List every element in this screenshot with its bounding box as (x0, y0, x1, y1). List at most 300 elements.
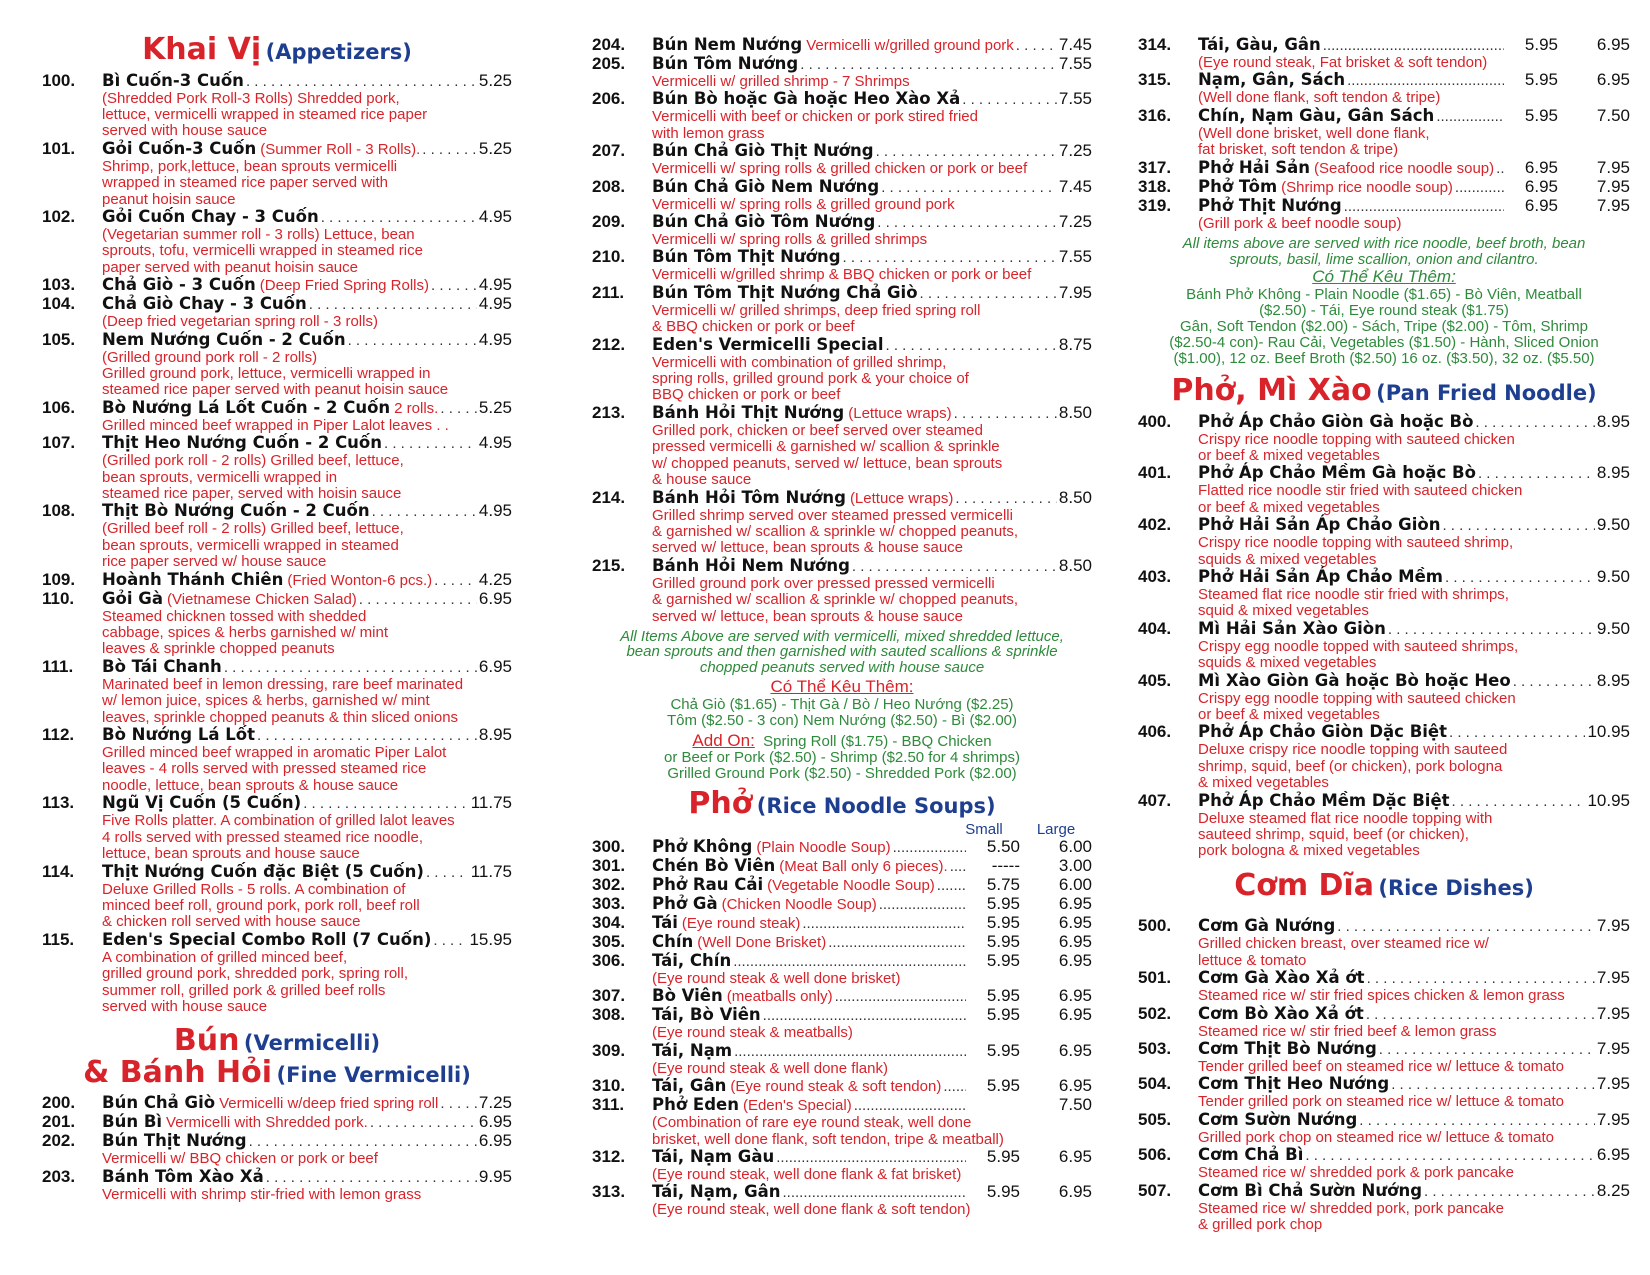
dot-leader (370, 1114, 477, 1132)
item-price-small: 6.95 (1524, 195, 1558, 215)
item-price-large: 6.00 (1058, 836, 1092, 856)
menu-item-row (592, 895, 1092, 914)
item-description: Tender grilled pork on steamed rice w/ lettuce & tomato (1198, 1093, 1565, 1111)
item-description: Grilled pork, chicken or beef served over steamed (652, 421, 983, 439)
item-price-large: 6.95 (1058, 912, 1092, 932)
menu-item-row (42, 72, 512, 91)
item-price: 7.95 (1596, 1038, 1630, 1058)
item-name: Tái, Nạm Gàu (652, 1146, 775, 1166)
menu-item (1138, 1075, 1630, 1110)
item-description: Crispy rice noodle topping with sauteed chicken (1198, 430, 1515, 448)
dot-leader (937, 877, 966, 895)
item-price-small: 6.95 (1524, 176, 1558, 196)
item-description: (Deep fried vegetarian spring roll - 3 rolls) (102, 313, 378, 331)
menu-item-row (592, 1006, 1092, 1025)
menu-item-row (1138, 159, 1630, 178)
menu-item-row (592, 838, 1092, 857)
pan-fried-heading (1138, 375, 1630, 407)
item-number: 311. (592, 1095, 625, 1115)
pho-note (1138, 236, 1630, 267)
item-number: 308. (592, 1005, 626, 1025)
item-name: Tái, Chín (652, 950, 732, 970)
dot-leader (249, 1133, 477, 1151)
item-description: fat brisket, soft tendon & tripe) (1198, 141, 1399, 159)
item-description: Crispy rice noodle topping with sauteed shrimp, (1198, 534, 1514, 552)
item-subtitle: (Deep Fried Spring Rolls) (259, 277, 430, 295)
rice-dishes-list (1138, 917, 1630, 1233)
menu-item (592, 952, 1092, 987)
item-price: 8.95 (478, 725, 512, 745)
menu-item-row (592, 952, 1092, 971)
item-price: 9.50 (1596, 566, 1630, 586)
dot-leader (426, 864, 469, 882)
menu-item (592, 933, 1092, 952)
item-description: pork bologna & mixed vegetables (1198, 842, 1420, 860)
extra-line: ($2.50) - Tái, Eye round steak ($1.75) (1259, 302, 1509, 320)
menu-item-row (42, 276, 512, 295)
item-description: spring rolls, grilled ground pork & your choice of (652, 370, 969, 388)
item-name: Bún Tôm Thịt Nướng (652, 247, 841, 267)
item-description: & mixed vegetables (1198, 774, 1329, 792)
pho-list (592, 838, 1092, 1219)
menu-item (1138, 568, 1630, 620)
dot-leader (1445, 569, 1595, 587)
item-price-large: 6.95 (1058, 893, 1092, 913)
menu-item-row (1138, 792, 1630, 811)
item-name: Mì Xào Giòn Gà hoặc Bò hoặc Heo (1198, 670, 1511, 690)
menu-item-row (42, 331, 512, 350)
menu-item-row (1138, 36, 1630, 55)
menu-item (42, 140, 512, 208)
add-on-line: or Beef or Pork ($2.50) - Shrimp ($2.50 for 4 shrimps) (664, 749, 1020, 767)
item-price-large: 7.50 (1596, 105, 1630, 125)
item-name: Cơm Thịt Bò Nướng (1198, 1038, 1377, 1058)
dot-leader (943, 1078, 966, 1096)
item-price-large: 6.95 (1058, 1146, 1092, 1166)
menu-item-row (592, 557, 1092, 576)
item-name: Phở Áp Chảo Mềm Dặc Biệt (1198, 790, 1450, 810)
dot-leader (431, 277, 477, 295)
item-description: squids & mixed vegetables (1198, 654, 1377, 672)
item-number: 114. (42, 861, 75, 881)
menu-item (592, 1183, 1092, 1218)
item-number: 212. (592, 334, 626, 354)
item-price: 7.95 (1596, 1109, 1630, 1129)
item-name: Bánh Hỏi Tôm Nướng (652, 487, 846, 507)
dot-leader (955, 490, 1057, 508)
item-price: 7.45 (1058, 176, 1092, 196)
menu-item-row (592, 90, 1092, 109)
menu-item (1138, 413, 1630, 465)
item-number: 207. (592, 141, 626, 161)
item-description: 4 rolls served with pressed steamed rice noodle, (102, 828, 423, 846)
item-name: Phở Hải Sản Áp Chảo Mềm (1198, 566, 1443, 586)
section-title-vn: Khai Vị (142, 32, 262, 67)
item-description: Steamed flat rice noodle stir fried with shrimps, (1198, 585, 1509, 603)
item-description: (Grilled beef roll - 2 rolls) Grilled beef, lettuce, (102, 520, 404, 538)
item-number: 211. (592, 282, 625, 302)
item-description: Vermicelli w/ spring rolls & grilled ground pork (652, 195, 955, 213)
menu-item (1138, 1040, 1630, 1075)
item-description: served with house sauce (102, 997, 268, 1015)
menu-item (592, 557, 1092, 625)
item-description: noodle, lettuce, bean sprouts & house sauce (102, 776, 399, 794)
menu-item (592, 248, 1092, 283)
item-price-large: 6.95 (1058, 986, 1092, 1006)
menu-item (592, 178, 1092, 213)
item-number: 100. (42, 70, 76, 90)
item-number: 313. (592, 1182, 626, 1202)
menu-item-row (1138, 672, 1630, 691)
item-name: Cơm Chả Bì (1198, 1145, 1304, 1165)
dot-leader (1366, 1006, 1595, 1024)
item-price-large: 6.95 (1058, 1005, 1092, 1025)
item-description: Steamed rice w/ stir fried spices chicken & lemon grass (1198, 987, 1565, 1005)
menu-item (592, 876, 1092, 895)
item-number: 402. (1138, 515, 1172, 535)
item-description: Vermicelli w/ spring rolls & grilled chicken or pork or beef (652, 160, 1028, 178)
dot-leader (440, 400, 477, 418)
item-price: 9.50 (1596, 618, 1630, 638)
item-description: w/ chopped peanuts, served w/ lettuce, bean sprouts (652, 454, 1003, 472)
appetizers-heading (42, 34, 512, 66)
item-price: 10.95 (1587, 790, 1630, 810)
dot-leader (763, 1007, 966, 1025)
dot-leader (835, 988, 966, 1006)
item-description: squids & mixed vegetables (1198, 550, 1377, 568)
dot-leader (876, 143, 1057, 161)
item-description: Vermicelli w/ grilled shrimps, deep fried spring roll (652, 301, 981, 319)
menu-item (42, 1132, 512, 1167)
item-price: 9.95 (478, 1166, 512, 1186)
menu-item-row (592, 213, 1092, 232)
item-description: Deluxe Grilled Rolls - 5 rolls. A combination of (102, 880, 406, 898)
item-price-large: 7.95 (1596, 157, 1630, 177)
dot-leader (372, 503, 477, 521)
section-title-vn: Bún (173, 1023, 240, 1059)
menu-item (1138, 723, 1630, 791)
menu-item (42, 295, 512, 330)
add-on-title: Add On: (692, 731, 755, 751)
item-description: Deluxe steamed flat rice noodle topping with (1198, 809, 1493, 827)
menu-item-row (1138, 516, 1630, 535)
item-price: 7.95 (1596, 1074, 1630, 1094)
item-subtitle: (Eye round steak & soft tendon) (730, 1078, 942, 1096)
item-description: steamed rice paper served with peanut hoisin sauce (102, 381, 449, 399)
menu-item-row (592, 987, 1092, 1006)
add-on-line: Spring Roll ($1.75) - BBQ Chicken (763, 733, 992, 751)
item-description: & BBQ chicken or pork or beef (652, 318, 855, 336)
item-description: Vermicelli w/ grilled shrimp - 7 Shrimps (652, 73, 910, 90)
menu-item-row (1138, 568, 1630, 587)
menu-item-row (592, 1096, 1092, 1115)
item-description: wrapped in steamed rice paper served with (102, 174, 388, 192)
item-subtitle: Vermicelli w/deep fried spring roll (219, 1095, 439, 1113)
item-number: 113. (42, 793, 75, 813)
item-name: Chín, Nạm Gàu, Gân Sách (1198, 105, 1435, 125)
menu-item-row (42, 295, 512, 314)
item-price: 7.45 (1058, 35, 1092, 54)
item-subtitle: (Fried Wonton-6 pcs.) (287, 571, 433, 589)
menu-item-row (42, 434, 512, 453)
item-number: 400. (1138, 411, 1172, 431)
menu-item (592, 36, 1092, 55)
item-price: 6.95 (1596, 1145, 1630, 1165)
menu-item-row (42, 208, 512, 227)
item-description: or beef & mixed vegetables (1198, 706, 1380, 723)
menu-item (42, 794, 512, 862)
item-number: 406. (1138, 722, 1172, 742)
menu-item (42, 1113, 512, 1132)
item-number: 302. (592, 874, 626, 894)
item-description: leaves, sprinkle chopped peanuts & thin sliced onions (102, 708, 459, 726)
dot-leader (1359, 1112, 1595, 1130)
menu-item (1138, 464, 1630, 516)
item-description: Vermicelli with beef or chicken or pork stired fried (652, 108, 978, 126)
menu-item-row (1138, 178, 1630, 197)
item-number: 110. (42, 588, 75, 608)
item-subtitle: (Well Done Brisket) (697, 933, 827, 951)
item-name: Bò Viên (652, 986, 723, 1006)
dot-leader (1379, 1041, 1595, 1059)
item-price-small: 5.95 (1524, 105, 1558, 125)
item-name: Phở Hải Sản (1198, 157, 1311, 177)
item-description: (Eye round steak & meatballs) (652, 1024, 853, 1042)
item-price-small: 5.75 (986, 874, 1020, 894)
dot-leader (1513, 673, 1595, 691)
item-price-small: 5.95 (986, 1146, 1020, 1166)
item-price: 8.50 (1058, 402, 1092, 422)
item-description: & garnished w/ scallion & sprinkle w/ chopped peanuts, (652, 591, 1019, 609)
item-description: Vermicelli w/ BBQ chicken or pork or beef (102, 1150, 378, 1168)
item-description: cabbage, spices & herbs garnished w/ mint (102, 624, 388, 642)
item-number: 319. (1138, 195, 1172, 215)
menu-item-row (592, 1042, 1092, 1061)
item-name: Bún Chả Giò Nem Nướng (652, 176, 880, 196)
item-number: 109. (42, 569, 76, 589)
item-name: Bò Nướng Lá Lốt Cuốn - 2 Cuốn (102, 397, 391, 417)
dot-leader (854, 1097, 966, 1115)
item-number: 106. (42, 397, 76, 417)
dot-leader (434, 572, 477, 590)
item-description: Vermicelli with shrimp stir-fried with lemon grass (102, 1185, 422, 1203)
dot-leader (852, 558, 1057, 576)
item-number: 107. (42, 433, 76, 453)
menu-item (1138, 159, 1630, 178)
item-name: Tái, Gân (652, 1076, 727, 1096)
menu-item (42, 590, 512, 658)
item-description: (Combination of rare eye round steak, well done (652, 1114, 972, 1132)
item-description: lettuce & tomato (1198, 951, 1307, 969)
vermicelli-heading (42, 1025, 512, 1088)
item-price-large: 6.95 (1058, 1040, 1092, 1060)
dot-leader (877, 214, 1057, 232)
menu-item (42, 72, 512, 140)
item-name: Cơm Gà Xào Xả ớt (1198, 968, 1365, 988)
item-name: Chả Giò Chay - 3 Cuốn (102, 294, 307, 314)
section-title-vn: Cơm Dĩa (1234, 867, 1374, 903)
item-price-small: 5.95 (986, 931, 1020, 951)
appetizers-list (42, 72, 512, 1016)
item-price-small: 5.95 (986, 1076, 1020, 1096)
item-price-small: 5.95 (986, 912, 1020, 932)
item-name: Phở Eden (652, 1095, 739, 1115)
item-price: 4.95 (478, 275, 512, 295)
item-name: Nạm, Gân, Sách (1198, 70, 1346, 90)
item-price: 4.25 (478, 569, 512, 589)
menu-item (592, 1096, 1092, 1148)
item-price: 7.55 (1058, 54, 1092, 73)
menu-item-row (592, 142, 1092, 161)
item-number: 505. (1138, 1109, 1172, 1129)
item-name: Cơm Bò Xào Xả ớt (1198, 1003, 1364, 1023)
menu-item (592, 1006, 1092, 1041)
item-price-small: 6.95 (1524, 157, 1558, 177)
item-description: (Eye round steak, Fat brisket & soft tendon) (1198, 54, 1488, 71)
item-subtitle: Vermicelli w/grilled ground pork (806, 37, 1014, 54)
menu-item (592, 1042, 1092, 1077)
item-price: 7.95 (1058, 282, 1092, 302)
dot-leader (348, 332, 477, 350)
menu-item (592, 90, 1092, 142)
menu-item (1138, 969, 1630, 1004)
item-name: Chả Giò - 3 Cuốn (102, 275, 256, 295)
item-name: Phở Thịt Nướng (1198, 195, 1342, 215)
item-name: Eden's Special Combo Roll (7 Cuốn) (102, 929, 432, 949)
item-description: (Eye round steak & well done flank) (652, 1059, 888, 1077)
menu-column-1 (42, 28, 512, 1203)
menu-item (592, 1148, 1092, 1183)
item-name: Cơm Sườn Nướng (1198, 1109, 1358, 1129)
dot-leader (440, 1095, 477, 1113)
item-price-small: ----- (991, 855, 1020, 875)
item-description: & grilled pork chop (1198, 1216, 1323, 1233)
item-subtitle: (Seafood rice noodle soup) (1314, 159, 1495, 177)
large-header: Large (1036, 820, 1076, 838)
dot-leader (734, 1043, 966, 1061)
menu-item-row (1138, 723, 1630, 742)
item-description: with lemon grass (652, 124, 765, 142)
item-price: 11.75 (470, 793, 512, 813)
item-description: Vermicelli w/ spring rolls & grilled shrimps (652, 231, 928, 249)
item-description: leaves & sprinkle chopped peanuts (102, 640, 335, 658)
item-number: 204. (592, 35, 626, 54)
item-number: 215. (592, 555, 626, 575)
item-subtitle: (Vietnamese Chicken Salad) (166, 590, 357, 608)
menu-item (592, 1077, 1092, 1096)
item-price: 7.25 (478, 1093, 512, 1113)
item-description: Tender grilled beef on steamed rice w/ lettuce & tomato (1198, 1057, 1565, 1075)
item-number: 507. (1138, 1180, 1172, 1200)
menu-item (592, 55, 1092, 90)
dot-leader (309, 296, 477, 314)
item-number: 404. (1138, 618, 1172, 638)
item-description: Crispy egg noodle topped with sauteed shrimps, (1198, 637, 1519, 655)
item-description: & garnished w/ scallion & sprinkle w/ chopped peanuts, (652, 522, 1019, 540)
menu-item (592, 213, 1092, 248)
menu-item (592, 987, 1092, 1006)
dot-leader (1344, 198, 1504, 216)
item-number: 101. (42, 138, 76, 158)
item-price-small: 5.95 (1524, 70, 1558, 90)
menu-item (592, 404, 1092, 489)
item-description: (Shredded Pork Roll-3 Rolls) Shredded pork, (102, 89, 400, 107)
pan-fried-list (1138, 413, 1630, 860)
menu-item-row (1138, 1111, 1630, 1130)
item-name: Bún Chả Giò Thịt Nướng (652, 141, 874, 161)
item-price: 6.95 (478, 1131, 512, 1151)
item-price: 7.25 (1058, 141, 1092, 161)
item-price: 7.55 (1058, 247, 1092, 267)
size-header (592, 822, 1092, 838)
item-subtitle: Vermicelli with Shredded pork. (166, 1114, 368, 1132)
item-description: Grilled pork chop on steamed rice w/ lettuce & tomato (1198, 1128, 1555, 1146)
item-subtitle: (Eye round steak) (681, 914, 801, 932)
item-price-small: 5.95 (986, 950, 1020, 970)
item-number: 300. (592, 836, 626, 856)
item-number: 314. (1138, 35, 1172, 54)
extra-line: Gân, Soft Tendon ($2.00) - Sách, Tripe ($2.00) - Tôm, Shrimp (1180, 318, 1588, 336)
item-description: Grilled chicken breast, over steamed rice w/ (1198, 935, 1489, 953)
menu-item (42, 863, 512, 931)
item-number: 111. (42, 656, 74, 676)
item-description: Grilled ground pork, lettuce, vermicelli wrapped in (102, 364, 431, 382)
item-number: 504. (1138, 1074, 1172, 1094)
menu-item (1138, 107, 1630, 159)
item-name: Phở Áp Chảo Giòn Gà hoặc Bò (1198, 411, 1474, 431)
item-name: Ngũ Vị Cuốn (5 Cuốn) (102, 793, 302, 813)
item-description: Grilled shrimp served over steamed pressed vermicelli (652, 506, 1013, 524)
dot-leader (881, 179, 1057, 197)
menu-item (42, 502, 512, 570)
menu-item (1138, 1005, 1630, 1040)
item-number: 405. (1138, 670, 1172, 690)
dot-leader (1323, 37, 1504, 55)
item-description: summer roll, grilled pork & grilled beef rolls (102, 981, 386, 999)
item-subtitle: (Summer Roll - 3 Rolls). (260, 140, 421, 158)
section-title-en: (Appetizers) (265, 40, 412, 64)
item-description: BBQ chicken or pork or beef (652, 386, 841, 404)
item-number: 208. (592, 176, 626, 196)
item-number: 403. (1138, 566, 1172, 586)
menu-item-row (592, 914, 1092, 933)
dot-leader (893, 839, 966, 857)
item-name: Tái, Nạm, Gân (652, 1182, 781, 1202)
item-price: 9.50 (1596, 515, 1630, 535)
item-description: peanut hoisin sauce (102, 190, 236, 208)
menu-item (42, 931, 512, 1016)
note-line: chopped peanuts served with house sauce (699, 658, 985, 676)
menu-item-row (42, 399, 512, 418)
item-number: 305. (592, 931, 626, 951)
item-description: & house sauce (652, 471, 752, 489)
item-description: bean sprouts, vermicelli wrapped in (102, 468, 338, 486)
item-price-small: 5.50 (986, 836, 1020, 856)
item-description: bean sprouts, vermicelli wrapped in steamed (102, 536, 399, 554)
item-price: 7.95 (1596, 916, 1630, 936)
dot-leader (433, 932, 467, 950)
menu-item-row (592, 933, 1092, 952)
item-description: Five Rolls platter. A combination of grilled lalot leaves (102, 812, 455, 830)
dot-leader (224, 659, 477, 677)
menu-item (1138, 620, 1630, 672)
item-number: 108. (42, 501, 76, 521)
menu-item-row (592, 404, 1092, 423)
menu-item (1138, 1111, 1630, 1146)
dot-leader (1337, 918, 1595, 936)
item-description: (Well done flank, soft tendon & tripe) (1198, 89, 1441, 107)
item-number: 506. (1138, 1145, 1172, 1165)
